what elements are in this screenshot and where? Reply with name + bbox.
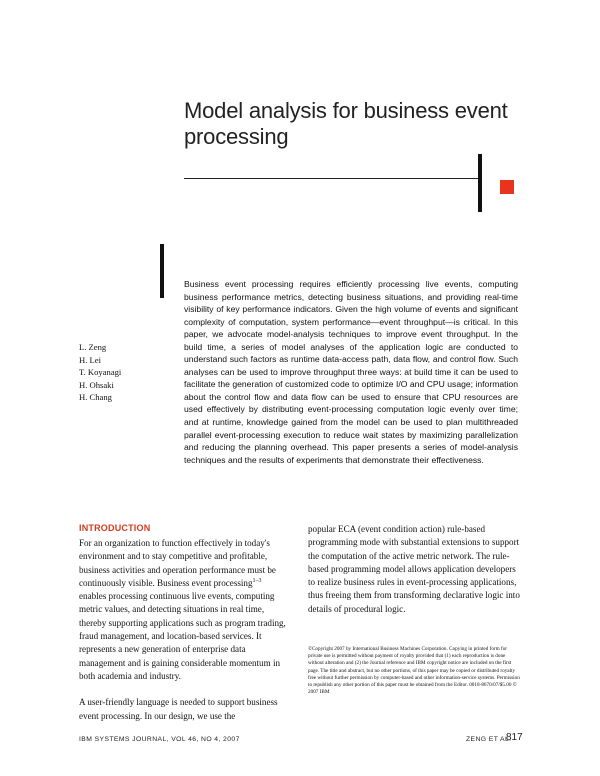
paragraph-text: enables processing continuous live events, computing metric values, and detecting situations in real time, thereby supporting applications such as program trading, fraud management, and location-based services. It represents a new generation of enterprise data management and is gaining considerable momentum in both academia and industry. (79, 591, 286, 681)
copyright-notice: ©Copyright 2007 by International Business Machines Corporation. Copying in printed form for private use is permitted without payment of royalty provided that (1) each reproduction is done without alteration and (2) the Journal reference and IBM copyright notice are included on the first page. The title and abstract, but no other portions, of this paper may be copied or distributed royalty free without further permission by computer-based and other information-service systems. Permission to republish any other portion of this paper must be obtained from the Editor. 0018-8670/07/$5.00 © 2007 IBM (308, 646, 520, 696)
article-title: Model analysis for business event processing (184, 98, 508, 149)
author-name: L. Zeng (79, 342, 107, 352)
author-name: H. Lei (79, 354, 101, 365)
abstract-vertical-bar (160, 244, 164, 298)
section-heading-introduction: INTRODUCTION (79, 523, 151, 533)
footer-authors: ZENG ET AL. (466, 736, 512, 743)
author-name: T. Koyanagi (79, 367, 122, 378)
abstract: Business event processing requires efficiently processing live events, computing business performance metrics, detecting business situations, and providing real-time visibility of key performance indicators. Given the high volume of events and significant complexity of computation, system performance—event throughput—is critical. In this paper, we advocate model-analysis techniques to improve event throughput. In the build time, a series of model analyses of the application logic are conducted to understand such factors as runtime data-access path, data flow, and control flow. Such analyses can be used to improve throughput three ways: at build time it can be used to facilitate the generation of customized code to optimize I/O and CPU usage; information about the control flow and data flow can be used to ensure that CPU resources are used effectively by distributing event-processing computation logic evenly over time; and at runtime, knowledge gained from the model can be used to plan multithreaded parallel event-processing execution to reduce wait states by maximizing parallelization and reducing the planning overhead. This paper presents a series of model-analysis techniques and the results of experiments that demonstrate their effectiveness. (184, 279, 518, 465)
title-rule (184, 178, 482, 179)
reference-marks[interactable]: 1–3 (252, 577, 262, 584)
red-accent-square (500, 180, 514, 194)
title-vertical-bar (478, 154, 482, 212)
page-number: 817 (506, 732, 523, 743)
author-list (79, 341, 169, 404)
body-column-right: popular ECA (event condition action) rule-based programming mode with substantial extensions to support the computation of the active metric network. The rule-based programming model allows application developers to realize business rules in event-processing applications, thus freeing them from transforming declarative logic into details of procedural logic. (308, 524, 520, 614)
footer-journal-info: IBM SYSTEMS JOURNAL, VOL 46, NO 4, 2007 (79, 736, 240, 743)
body-column-left (79, 537, 291, 723)
author-name: H. Ohsaki (79, 379, 114, 390)
body-paragraph: A user-friendly language is needed to support business event processing. In our design, we use the (79, 697, 278, 721)
paragraph-text: For an organization to function effectively in today's environment and to stay competitive and profitable, business activities and operation performance must be continuously visible. Business event processing (79, 538, 276, 588)
author-name: H. Chang (79, 392, 112, 403)
body-paragraph (79, 537, 291, 683)
